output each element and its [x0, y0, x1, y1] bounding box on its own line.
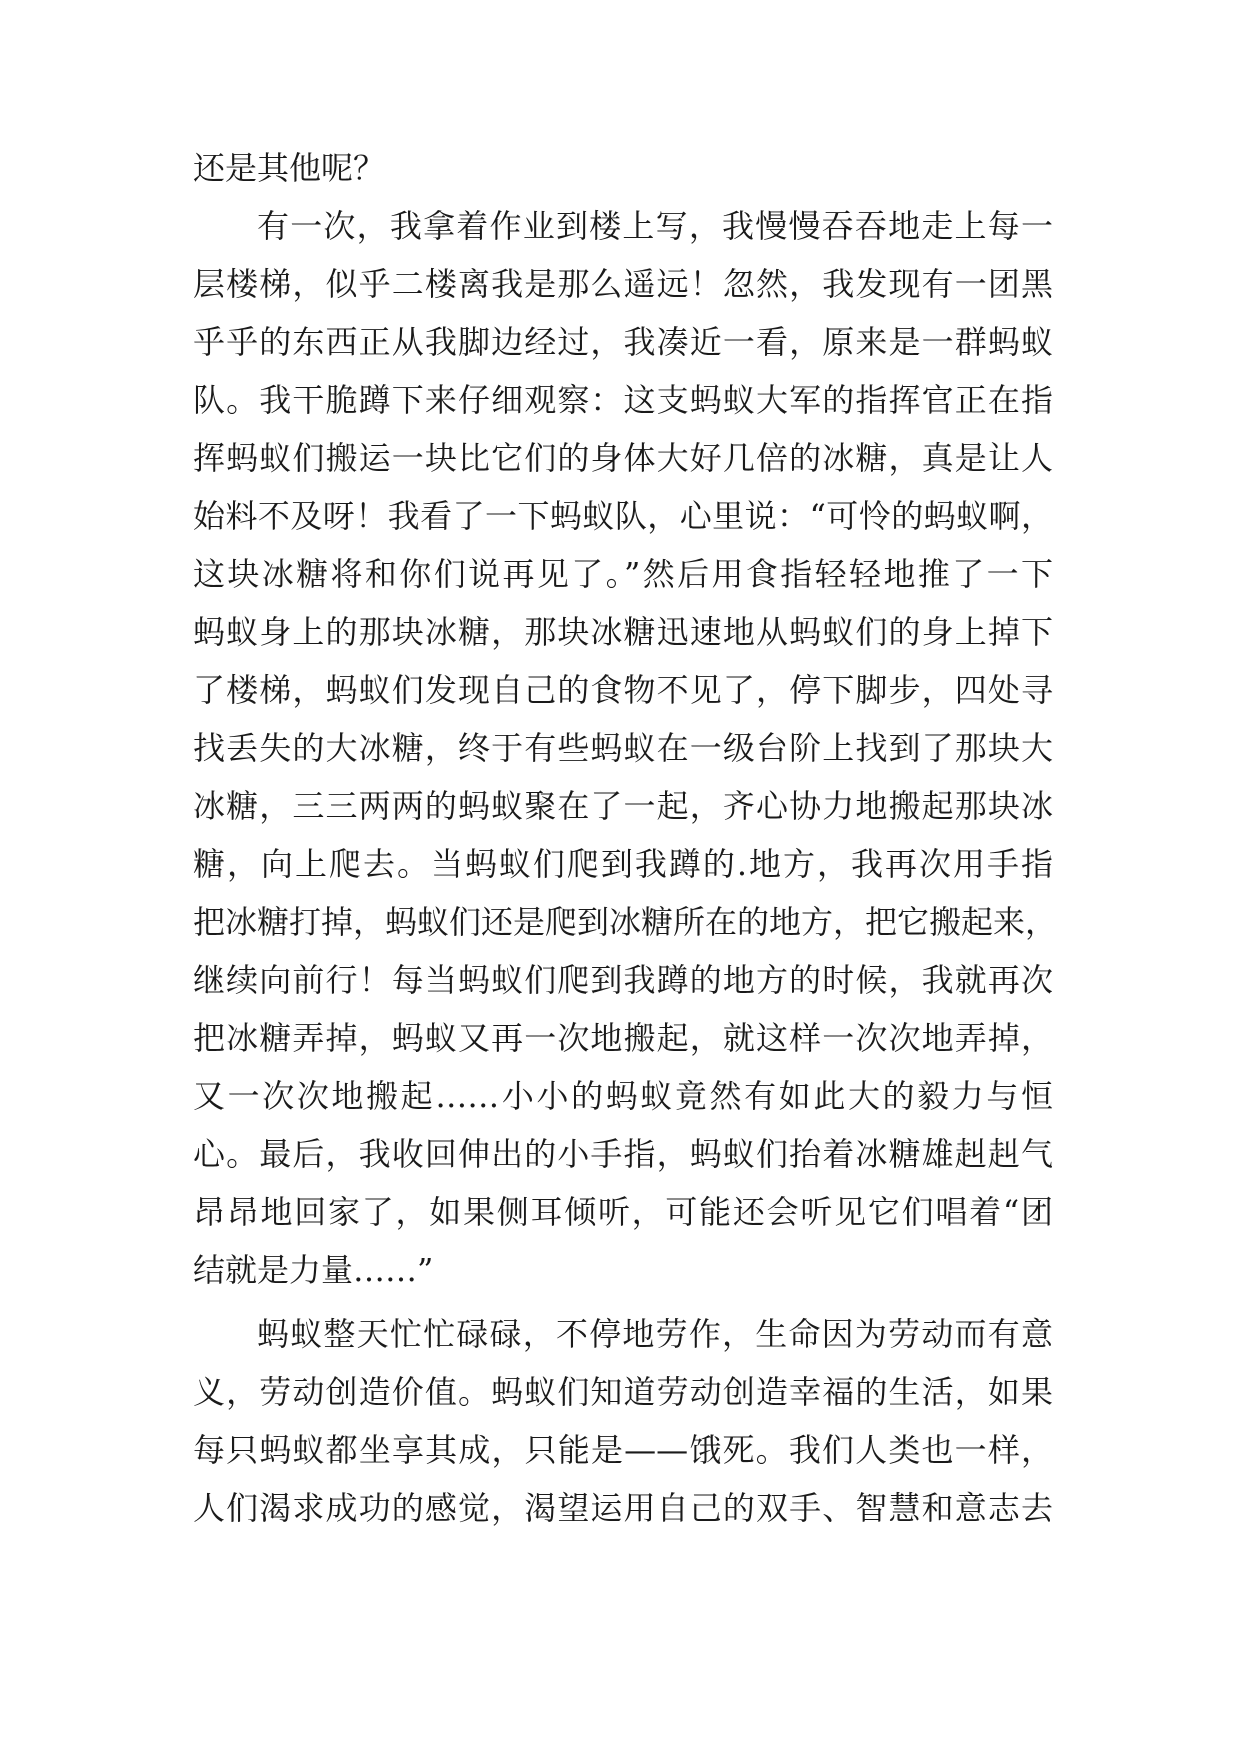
text-line: 始料不及呀！我看了一下蚂蚁队，心里说：“可怜的蚂蚁啊， [193, 497, 1053, 535]
text-line: 这块冰糖将和你们说再见了。”然后用食指轻轻地推了一下 [193, 555, 1053, 593]
text-line: 找丢失的大冰糖，终于有些蚂蚁在一级台阶上找到了那块大 [193, 729, 1053, 767]
text-line: 心。最后，我收回伸出的小手指，蚂蚁们抬着冰糖雄赳赳气 [193, 1135, 1053, 1173]
text-line: 层楼梯，似乎二楼离我是那么遥远！忽然，我发现有一团黑 [193, 265, 1053, 303]
text-line: 挥蚂蚁们搬运一块比它们的身体大好几倍的冰糖，真是让人 [193, 439, 1053, 477]
text-line: 把冰糖打掉，蚂蚁们还是爬到冰糖所在的地方，把它搬起来， [193, 903, 1058, 941]
text-line: 糖，向上爬去。当蚂蚁们爬到我蹲的.地方，我再次用手指 [193, 845, 1053, 883]
text-line: 继续向前行！每当蚂蚁们爬到我蹲的地方的时候，我就再次 [193, 961, 1053, 999]
text-line: 队。我干脆蹲下来仔细观察：这支蚂蚁大军的指挥官正在指 [193, 381, 1053, 419]
text-line: 昂昂地回家了，如果侧耳倾听，可能还会听见它们唱着“团 [193, 1193, 1053, 1231]
text-line: 每只蚂蚁都坐享其成，只能是——饿死。我们人类也一样， [193, 1431, 1053, 1469]
paragraph-first-line: 有一次，我拿着作业到楼上写，我慢慢吞吞地走上每一 [257, 207, 1053, 245]
text-line: 人们渴求成功的感觉，渴望运用自己的双手、智慧和意志去 [193, 1489, 1053, 1527]
text-line: 还是其他呢？ [193, 149, 386, 187]
text-line: 冰糖，三三两两的蚂蚁聚在了一起，齐心协力地搬起那块冰 [193, 787, 1053, 825]
text-line: 把冰糖弄掉，蚂蚁又再一次地搬起，就这样一次次地弄掉， [193, 1019, 1053, 1057]
text-line: 结就是力量……” [193, 1251, 434, 1289]
text-line: 乎乎的东西正从我脚边经过，我凑近一看，原来是一群蚂蚁 [193, 323, 1053, 361]
text-line: 又一次次地搬起……小小的蚂蚁竟然有如此大的毅力与恒 [193, 1077, 1053, 1115]
paragraph-first-line: 蚂蚁整天忙忙碌碌，不停地劳作，生命因为劳动而有意 [257, 1315, 1053, 1353]
text-line: 义，劳动创造价值。蚂蚁们知道劳动创造幸福的生活，如果 [193, 1373, 1053, 1411]
text-line: 蚂蚁身上的那块冰糖，那块冰糖迅速地从蚂蚁们的身上掉下 [193, 613, 1053, 651]
text-line: 了楼梯，蚂蚁们发现自己的食物不见了，停下脚步，四处寻 [193, 671, 1053, 709]
